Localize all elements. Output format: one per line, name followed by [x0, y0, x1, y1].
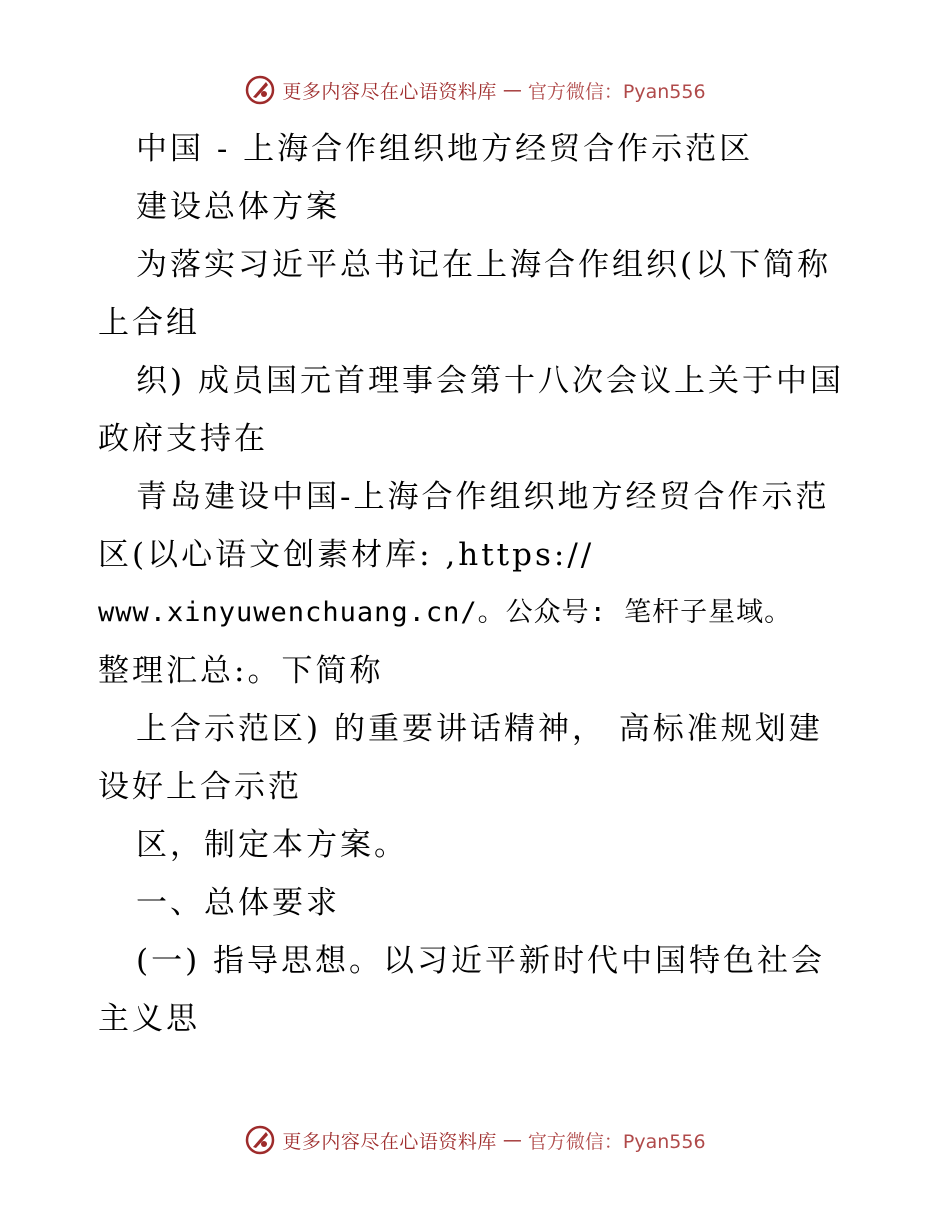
document-body: [98, 120, 858, 1048]
banner-title: 更多内容尽在心语资料库: [282, 80, 497, 103]
text-line: 中国 - 上海合作组织地方经贸合作示范区: [136, 131, 754, 167]
banner-contact: 官方微信：Pyan556: [527, 1130, 706, 1153]
text-line: 上合示范区) 的重要讲话精神， 高标准规划建: [136, 711, 823, 747]
header-banner: [0, 70, 950, 110]
text-line: 一、总体要求: [136, 885, 340, 921]
text-line: 主义思: [98, 1001, 200, 1037]
text-line: 为落实习近平总书记在上海合作组织(以下简称: [136, 247, 832, 283]
text-line: 上合组: [98, 305, 200, 341]
text-line: 区(以心语文创素材库: ,https://: [98, 537, 595, 573]
text-line: www.xinyuwenchuang.cn/。公众号: 笔杆子星域。: [98, 597, 793, 628]
banner-contact: 官方微信：Pyan556: [527, 80, 706, 103]
banner-title: 更多内容尽在心语资料库: [282, 1130, 497, 1153]
banner-separator: —: [502, 1129, 522, 1151]
quill-logo-icon: [244, 74, 276, 106]
text-line: 整理汇总:。下简称: [98, 653, 384, 689]
quill-logo-icon: [244, 1124, 276, 1156]
text-line: 政府支持在: [98, 421, 268, 457]
text-line: 建设总体方案: [136, 189, 340, 225]
text-line: 织) 成员国元首理事会第十八次会议上关于中国: [136, 363, 844, 399]
text-line: 青岛建设中国-上海合作组织地方经贸合作示范: [136, 479, 830, 515]
text-line: (一) 指导思想。以习近平新时代中国特色社会: [136, 943, 826, 979]
banner-separator: —: [502, 79, 522, 101]
text-line: 区，制定本方案。: [136, 827, 408, 863]
footer-banner: [0, 1120, 950, 1160]
text-line: 设好上合示范: [98, 769, 302, 805]
